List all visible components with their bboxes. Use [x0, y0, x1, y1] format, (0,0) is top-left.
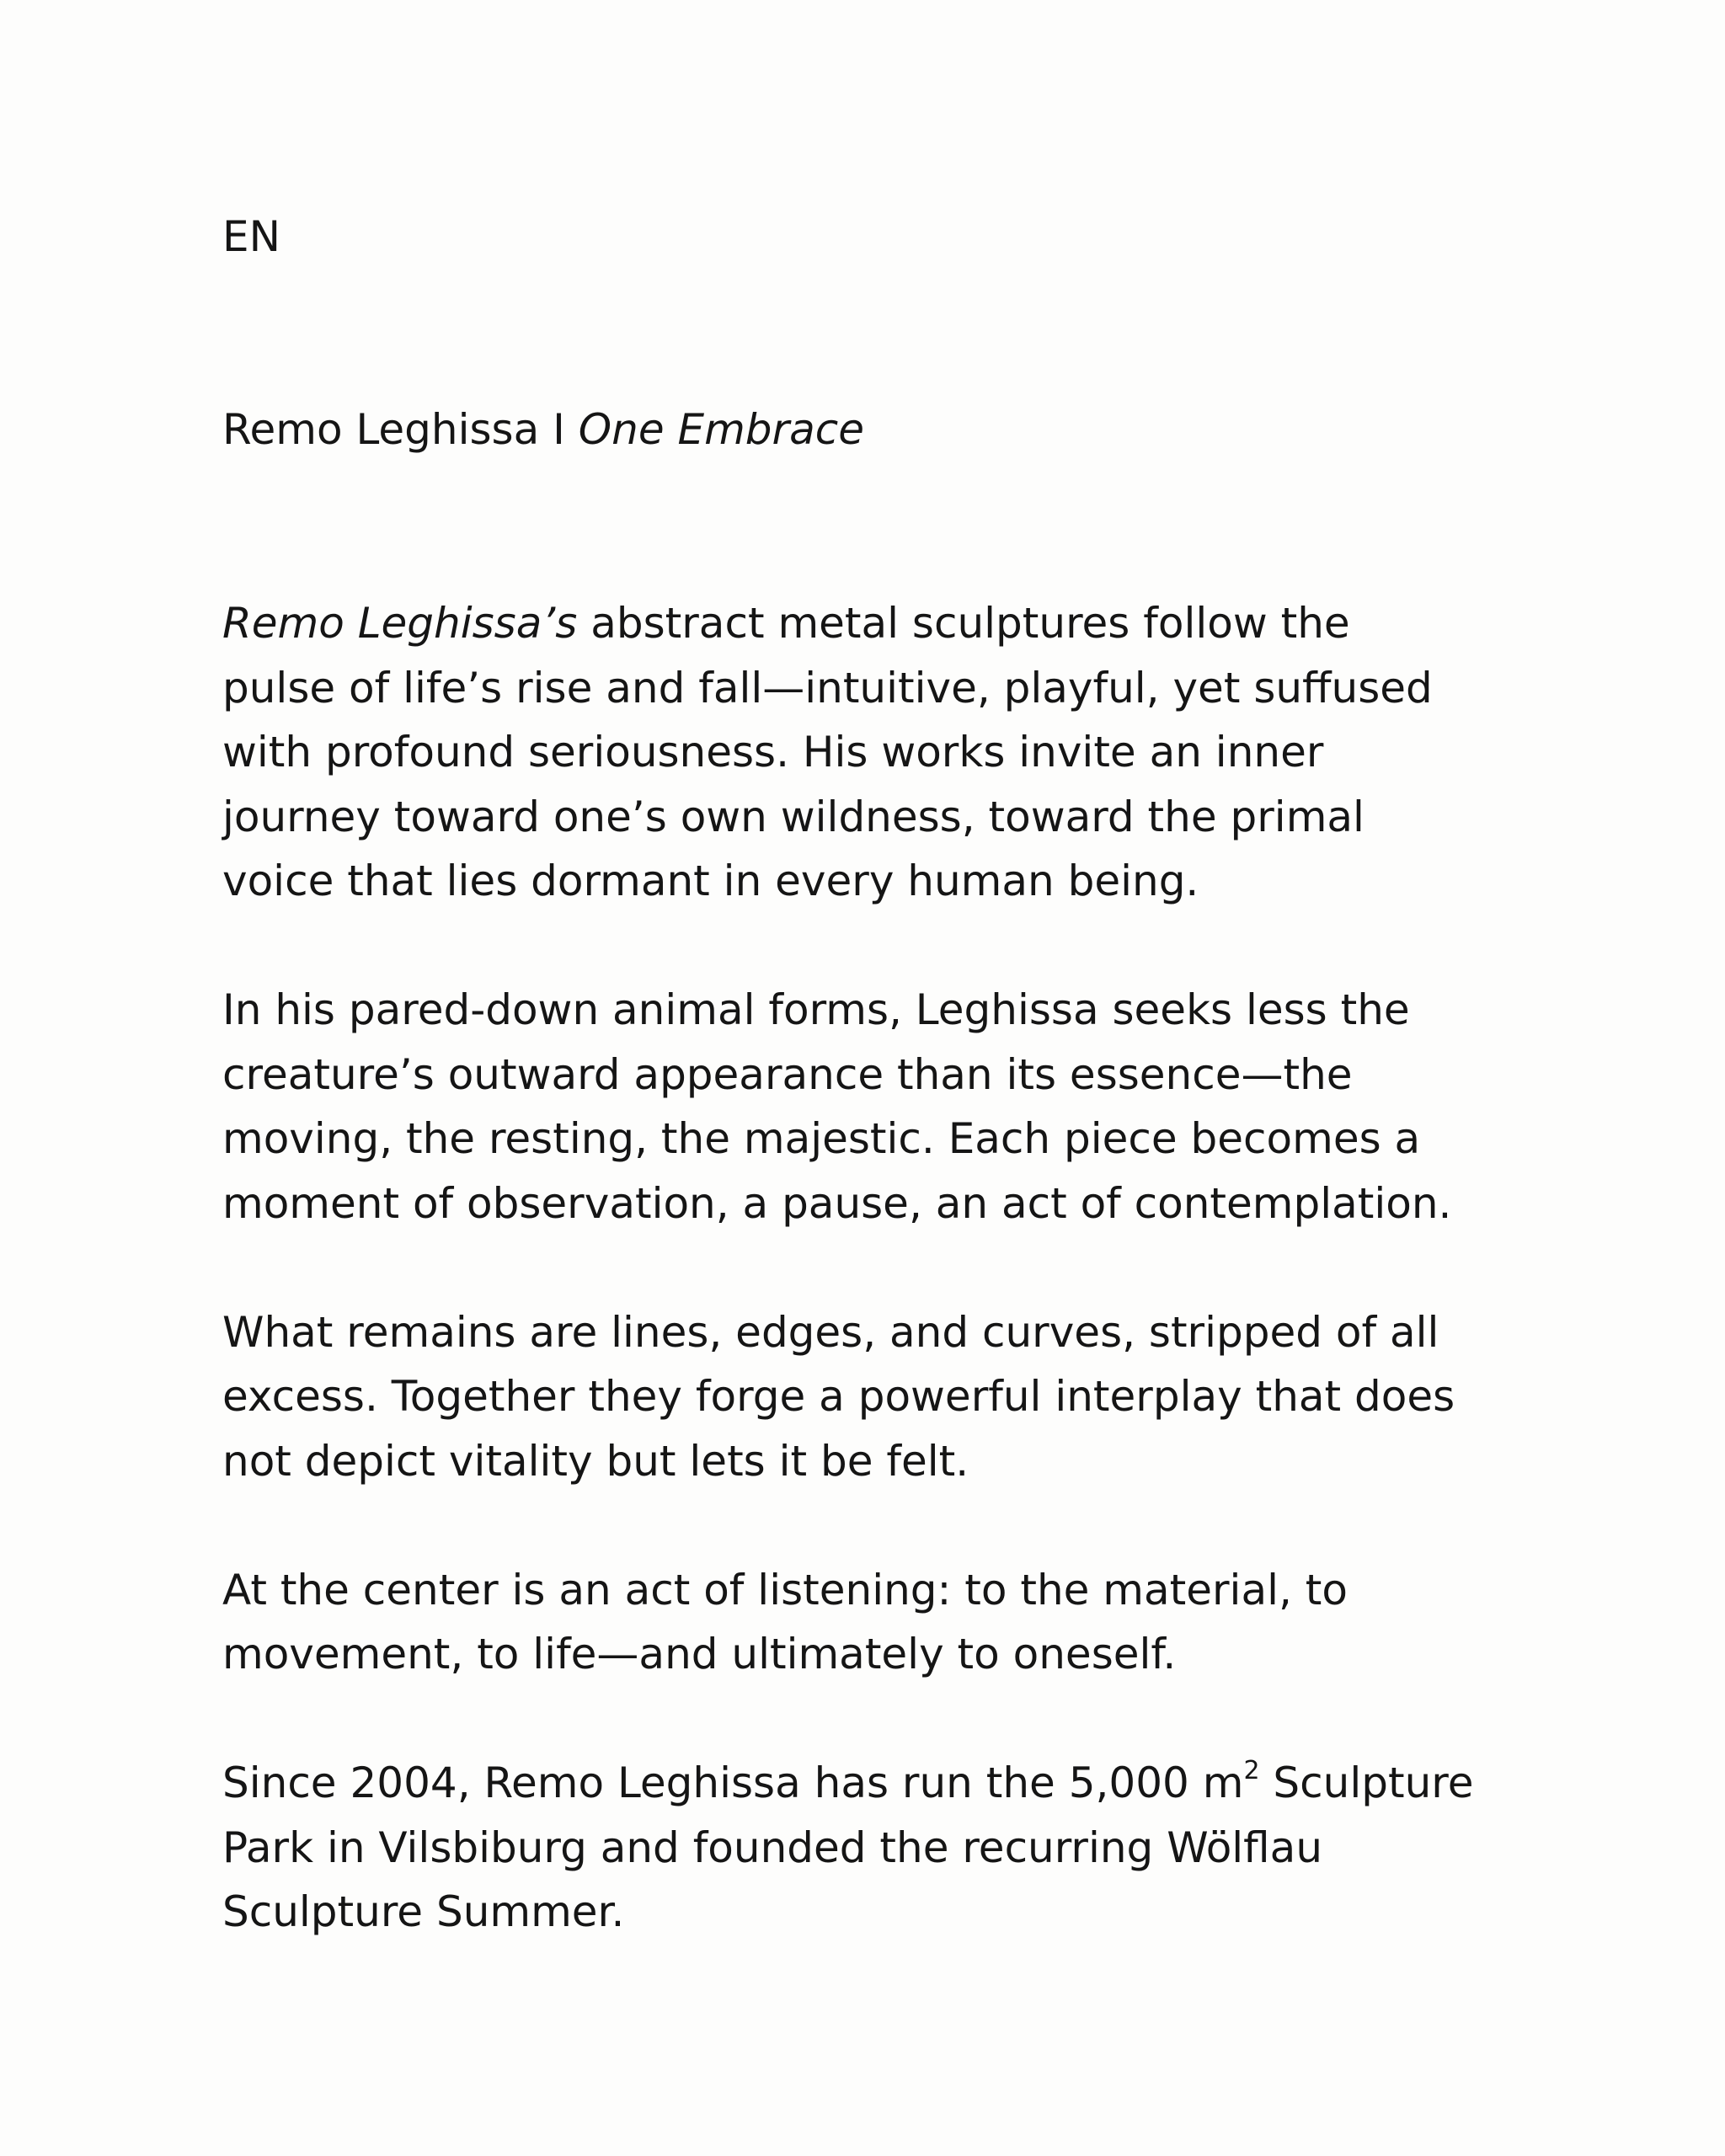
text-line: with profound seriousness. His works invite an inner — [222, 728, 1324, 776]
text-line: In his pared-down animal forms, Leghissa seeks less the — [222, 985, 1410, 1034]
body-text — [222, 591, 1536, 2009]
work-title: One Embrace — [578, 405, 864, 454]
text-line: moving, the resting, the majestic. Each piece becomes a — [222, 1114, 1421, 1163]
text-line: excess. Together they forge a powerful interplay that does — [222, 1372, 1455, 1421]
text-line: Park in Vilsbiburg and founded the recurring Wölflau — [222, 1822, 1323, 1872]
superscript-two: 2 — [1243, 1756, 1260, 1785]
text-line: Since 2004, Remo Leghissa has run the 5,000 $m^2$ Sculpture — [222, 1756, 1474, 1807]
text-line: movement, to life—and ultimately to oneself. — [222, 1630, 1177, 1678]
paragraph-intro — [222, 591, 1536, 914]
text-line: What remains are lines, edges, and curves, stripped of all — [222, 1307, 1439, 1357]
text-line: voice that lies dormant in every human being. — [222, 857, 1199, 905]
text-line: journey toward one’s own wildness, toward the primal — [222, 792, 1365, 841]
title-separator: I — [539, 405, 579, 454]
paragraph-biography — [222, 1751, 1536, 1945]
text-line: Remo Leghissa’s abstract metal sculptures follow the — [222, 599, 1350, 648]
text-line: At the center is an act of listening: to the material, to — [222, 1565, 1348, 1614]
paragraph-animal-forms — [222, 978, 1536, 1235]
text-line: not depict vitality but lets it be felt. — [222, 1436, 969, 1486]
paragraph-lines-edges — [222, 1300, 1536, 1494]
artist-name-italic: Remo Leghissa’s — [222, 599, 578, 648]
page-title — [222, 398, 864, 462]
paragraph-listening — [222, 1558, 1536, 1687]
text-line: Sculpture Summer. — [222, 1887, 625, 1936]
text-line: pulse of life’s rise and fall—intuitive, playful, yet suffused — [222, 663, 1433, 712]
language-label: EN — [222, 212, 280, 261]
text-line: moment of observation, a pause, an act of contemplation. — [222, 1178, 1452, 1228]
text-line: creature’s outward appearance than its essence—the — [222, 1049, 1353, 1099]
artist-name: Remo Leghissa — [222, 405, 540, 454]
